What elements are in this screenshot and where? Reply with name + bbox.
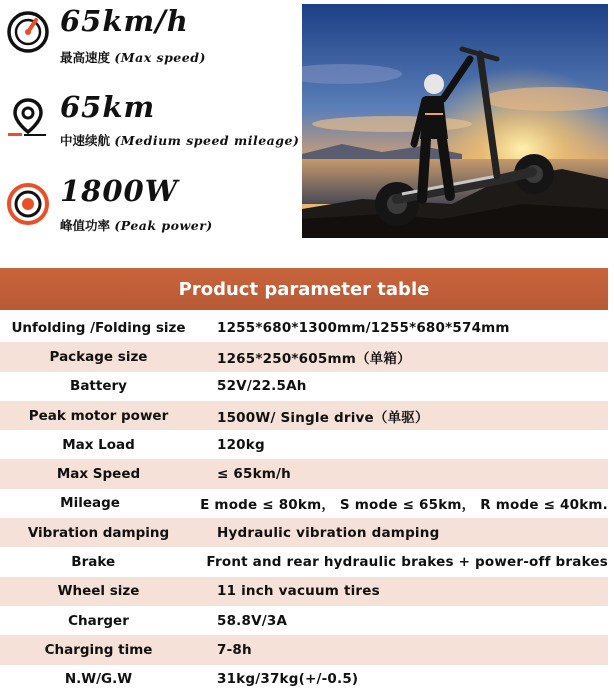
table-row xyxy=(0,372,608,401)
table-row xyxy=(0,665,608,694)
spec-value: 65km/h xyxy=(60,4,189,38)
param-value: Front and rear hydraulic brakes + power-off brakes xyxy=(206,554,608,571)
param-label: Mileage xyxy=(60,495,120,512)
param-label: Battery xyxy=(70,378,127,395)
param-label: Max Load xyxy=(62,436,135,453)
table-row xyxy=(0,606,608,635)
table-row xyxy=(0,577,608,606)
table-title: Product parameter table xyxy=(0,268,608,310)
spec-max-speed xyxy=(0,4,300,84)
param-value: E mode ≤ 80km， S mode ≤ 65km， R mode ≤ 40km. xyxy=(200,497,608,514)
param-label: Vibration damping xyxy=(27,524,170,541)
param-value: 7-8h xyxy=(217,641,252,658)
param-value: 120kg xyxy=(217,436,265,453)
product-photo xyxy=(302,4,608,238)
table-row xyxy=(0,313,608,342)
spec-label-cn: 最高速度 xyxy=(60,50,111,65)
table-row xyxy=(0,635,608,664)
spec-peak-power xyxy=(0,172,300,252)
param-label: Package size xyxy=(49,348,148,365)
speedometer-icon xyxy=(6,10,50,54)
param-label: Peak motor power xyxy=(28,407,169,424)
spec-value: 1800W xyxy=(60,174,179,208)
param-label: Charging time xyxy=(44,641,153,658)
table-body xyxy=(0,313,608,694)
param-value: ≤ 65km/h xyxy=(217,466,291,483)
spec-label-en: (Peak power) xyxy=(114,218,213,233)
table-row xyxy=(0,430,608,459)
spec-label xyxy=(60,218,213,234)
spec-label-en: (Max speed) xyxy=(114,50,206,65)
param-label: Max Speed xyxy=(56,466,141,483)
param-value: 1500W/ Single drive（单驱） xyxy=(217,409,429,426)
param-value: Hydraulic vibration damping xyxy=(217,524,440,541)
table-row xyxy=(0,342,608,371)
param-label: N.W/G.W xyxy=(64,671,133,688)
param-value: 11 inch vacuum tires xyxy=(217,583,380,600)
param-value: 52V/22.5Ah xyxy=(217,378,307,395)
param-value: 1265*250*605mm（单箱） xyxy=(217,350,411,367)
table-row xyxy=(0,518,608,547)
spec-mileage xyxy=(0,88,300,168)
table-row xyxy=(0,459,608,488)
location-pin-icon xyxy=(6,96,50,140)
table-row xyxy=(0,401,608,430)
spec-label xyxy=(60,133,299,149)
power-ring-icon xyxy=(6,182,50,226)
spec-value: 65km xyxy=(60,90,156,124)
param-label: Unfolding /Folding size xyxy=(11,319,186,336)
spec-label-en: (Medium speed mileage) xyxy=(114,133,300,148)
table-row xyxy=(0,547,608,576)
param-label: Brake xyxy=(71,554,116,571)
spec-label-cn: 中速续航 xyxy=(60,133,111,148)
param-label: Wheel size xyxy=(57,583,140,600)
spec-label xyxy=(60,50,206,66)
table-row xyxy=(0,489,608,518)
spec-label-cn: 峰值功率 xyxy=(60,218,111,233)
param-value: 1255*680*1300mm/1255*680*574mm xyxy=(217,319,510,336)
param-value: 31kg/37kg(+/-0.5) xyxy=(217,671,359,688)
param-label: Charger xyxy=(68,612,129,629)
param-value: 58.8V/3A xyxy=(217,612,288,629)
parameter-table xyxy=(0,268,608,694)
